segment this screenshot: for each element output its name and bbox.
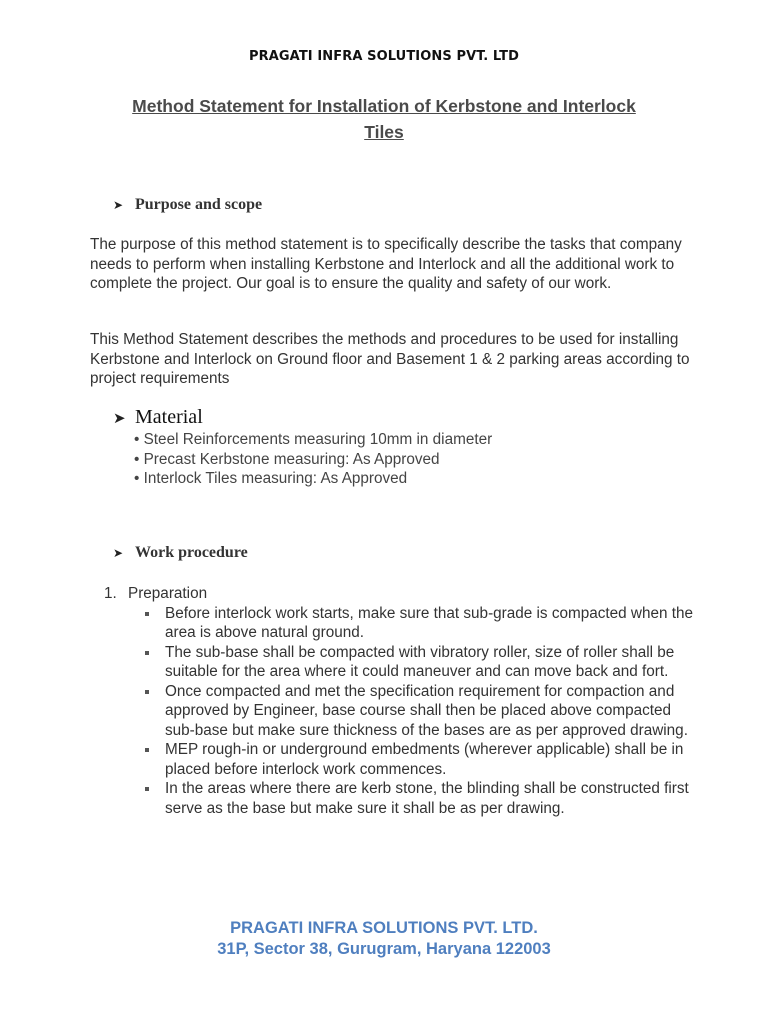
procedure-steps: [104, 584, 694, 818]
step-title-text: Preparation: [128, 585, 208, 602]
step-bullet: [104, 682, 694, 741]
step-bullet: [104, 643, 694, 682]
footer-address: 31P, Sector 38, Gurugram, Haryana 122003: [217, 940, 551, 958]
step-title: [104, 584, 694, 604]
arrow-bullet-icon: ➤: [113, 198, 124, 212]
procedure-step: [104, 584, 694, 818]
arrow-bullet-icon: ➤: [113, 546, 124, 560]
document-title: [100, 93, 668, 145]
square-bullet-icon: [145, 787, 149, 791]
square-bullet-icon: [145, 651, 149, 655]
document-title-line-2: Tiles: [364, 122, 404, 142]
step-bullet: [104, 604, 694, 643]
footer-company: PRAGATI INFRA SOLUTIONS PVT. LTD.: [230, 919, 538, 937]
step-bullet: [104, 779, 694, 818]
square-bullet-icon: [145, 690, 149, 694]
footer: [0, 918, 768, 960]
step-bullet-text: The sub-base shall be compacted with vibratory roller, size of roller shall be suitable for the area where it could maneuver and can move back and fort.: [165, 643, 675, 680]
step-bullet-text: In the areas where there are kerb stone, the blinding shall be constructed first serve as the base but make sure it shall be as per drawing.: [165, 780, 689, 817]
material-item: • Precast Kerbstone measuring: As Approved: [134, 450, 440, 468]
square-bullet-icon: [145, 612, 149, 616]
step-bullet-text: Before interlock work starts, make sure that sub-grade is compacted when the area is above natural ground.: [165, 604, 693, 641]
arrow-bullet-icon: ➤: [113, 408, 126, 427]
material-item: • Steel Reinforcements measuring 10mm in diameter: [134, 431, 493, 448]
material-heading: [113, 406, 203, 429]
step-bullets: [104, 604, 694, 819]
purpose-heading-text: Purpose and scope: [135, 196, 263, 213]
step-number: 1.: [104, 585, 117, 602]
document-title-line-1: Method Statement for Installation of Kerbstone and Interlock: [132, 96, 636, 116]
square-bullet-icon: [145, 748, 149, 752]
step-bullet: [104, 740, 694, 779]
company-header: PRAGATI INFRA SOLUTIONS PVT. LTD: [249, 49, 519, 64]
step-bullet-text: Once compacted and met the specification requirement for compaction and approved by Engineer, base course shall then be placed above compacted sub-base but make sure thickness of the bases are as per approved drawing.: [165, 682, 688, 739]
work-procedure-heading: [113, 544, 248, 562]
work-procedure-heading-text: Work procedure: [135, 544, 248, 561]
purpose-paragraph-2: This Method Statement describes the methods and procedures to be used for installing Kerbstone and Interlock on Ground floor and Basement 1 & 2 parking areas according to project requirements: [90, 331, 690, 387]
material-item: • Interlock Tiles measuring: As Approved: [134, 470, 408, 488]
material-list: [134, 430, 492, 489]
purpose-heading: [113, 196, 262, 214]
purpose-paragraph-1: The purpose of this method statement is to specifically describe the tasks that company needs to perform when installing Kerbstone and Interlock and all the additional work to complete the project. Our goal is to ensure the quality and safety of our work.: [90, 236, 682, 292]
step-bullet-text: MEP rough-in or underground embedments (wherever applicable) shall be in placed before interlock work commences.: [165, 741, 684, 778]
material-heading-text: Material: [135, 406, 203, 428]
